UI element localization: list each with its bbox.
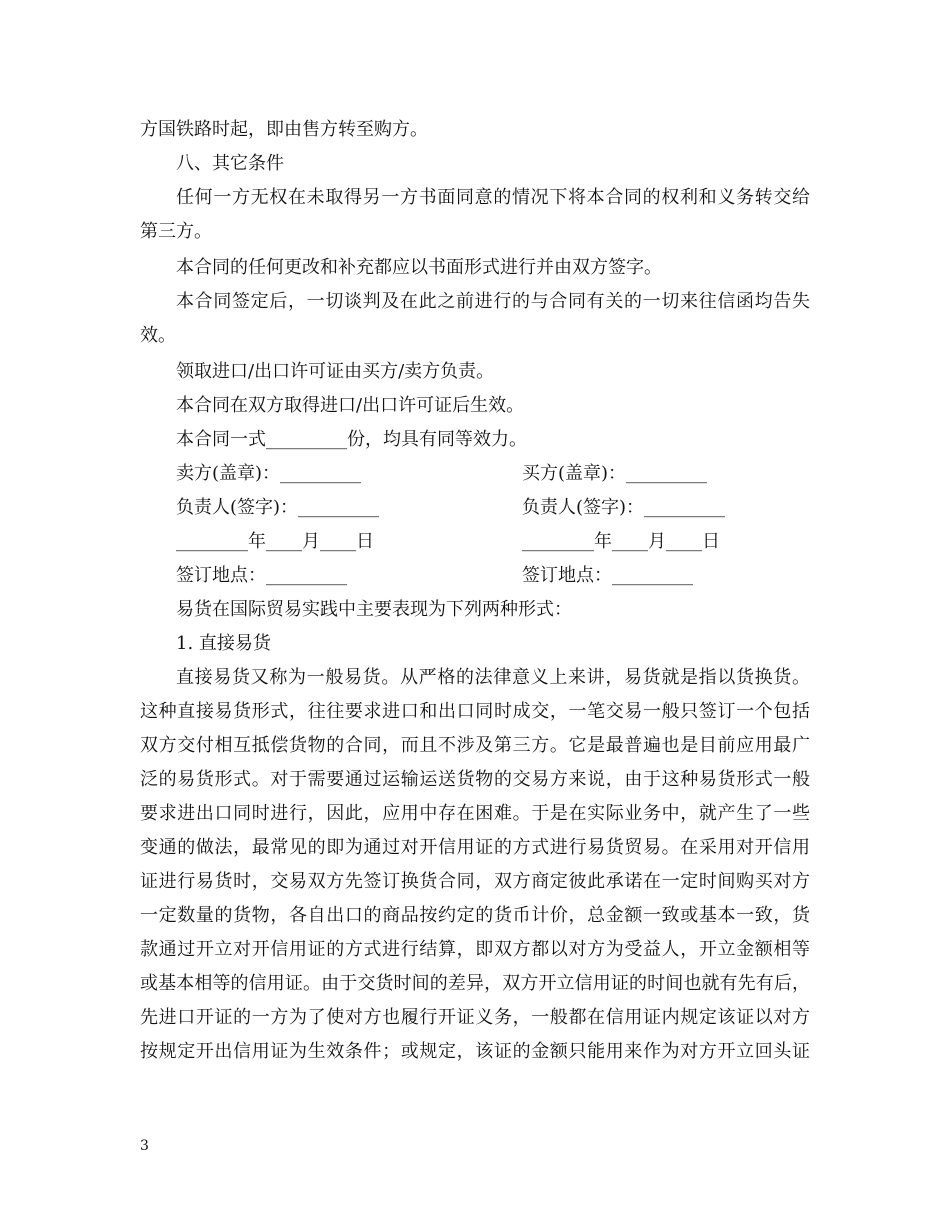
buyer-place-field: 签订地点：_________	[522, 565, 693, 586]
text-line: 款通过开立对开信用证的方式进行结算，即双方都以对方为受益人，开立金额相等	[140, 939, 810, 960]
section-heading: 八、其它条件	[176, 153, 284, 174]
text-line: 一定数量的货物，各自出口的商品按约定的货币计价，总金额一致或基本一致，货	[140, 905, 810, 926]
seller-seal-field: 卖方(盖章)：_________	[176, 463, 362, 484]
text-line: 领取进口/出口许可证由买方/卖方负责。	[176, 361, 495, 382]
page-number: 3	[140, 1138, 149, 1154]
text-line: 按规定开出信用证为生效条件；或规定，该证的金额只能用来作为对方开立回头证	[140, 1041, 810, 1062]
text-line: 任何一方无权在未取得另一方书面同意的情况下将本合同的权利和义务转交给	[176, 187, 810, 208]
text-line: 本合同签定后，一切谈判及在此之前进行的与合同有关的一切来往信函均告失	[176, 291, 810, 312]
text-line: 或基本相等的信用证。由于交货时间的差异，双方开立信用证的时间也就有先有后，	[140, 973, 810, 994]
text-line: 本合同一式_________份，均具有同等效力。	[176, 429, 527, 450]
subsection-heading: 1. 直接易货	[176, 633, 271, 654]
seller-place-field: 签订地点：_________	[176, 565, 347, 586]
buyer-date-field: ________年____月____日	[522, 531, 720, 552]
seller-signer-field: 负责人(签字)：_________	[176, 497, 380, 518]
text-line: 先进口开证的一方为了使对方也履行开证义务，一般都在信用证内规定该证以对方	[140, 1007, 810, 1028]
buyer-signer-field: 负责人(签字)：_________	[522, 497, 726, 518]
text-line: 方国铁路时起，即由售方转至购方。	[140, 119, 428, 140]
text-line: 双方交付相互抵偿货物的合同，而且不涉及第三方。它是最普遍也是目前应用最广	[140, 735, 810, 756]
buyer-seal-field: 买方(盖章)：_________	[522, 463, 708, 484]
text-line: 效。	[140, 325, 176, 346]
text-line: 要求进出口同时进行，因此，应用中存在困难。于是在实际业务中，就产生了一些	[140, 803, 810, 824]
text-line: 本合同在双方取得进口/出口许可证后生效。	[176, 395, 525, 416]
text-line: 这种直接易货形式，往往要求进口和出口同时成交，一笔交易一般只签订一个包括	[140, 701, 810, 722]
text-line: 易货在国际贸易实践中主要表现为下列两种形式：	[176, 599, 572, 620]
seller-date-field: ________年____月____日	[176, 531, 374, 552]
text-line: 变通的做法，最常见的即为通过对开信用证的方式进行易货贸易。在采用对开信用	[140, 837, 810, 858]
text-line: 泛的易货形式。对于需要通过运输运送货物的交易方来说，由于这种易货形式一般	[140, 769, 810, 790]
text-line: 本合同的任何更改和补充都应以书面形式进行并由双方签字。	[176, 257, 662, 278]
text-line: 直接易货又称为一般易货。从严格的法律意义上来讲，易货就是指以货换货。	[176, 667, 810, 688]
text-line: 第三方。	[140, 221, 212, 242]
text-line: 证进行易货时，交易双方先签订换货合同，双方商定彼此承诺在一定时间购买对方	[140, 871, 810, 892]
